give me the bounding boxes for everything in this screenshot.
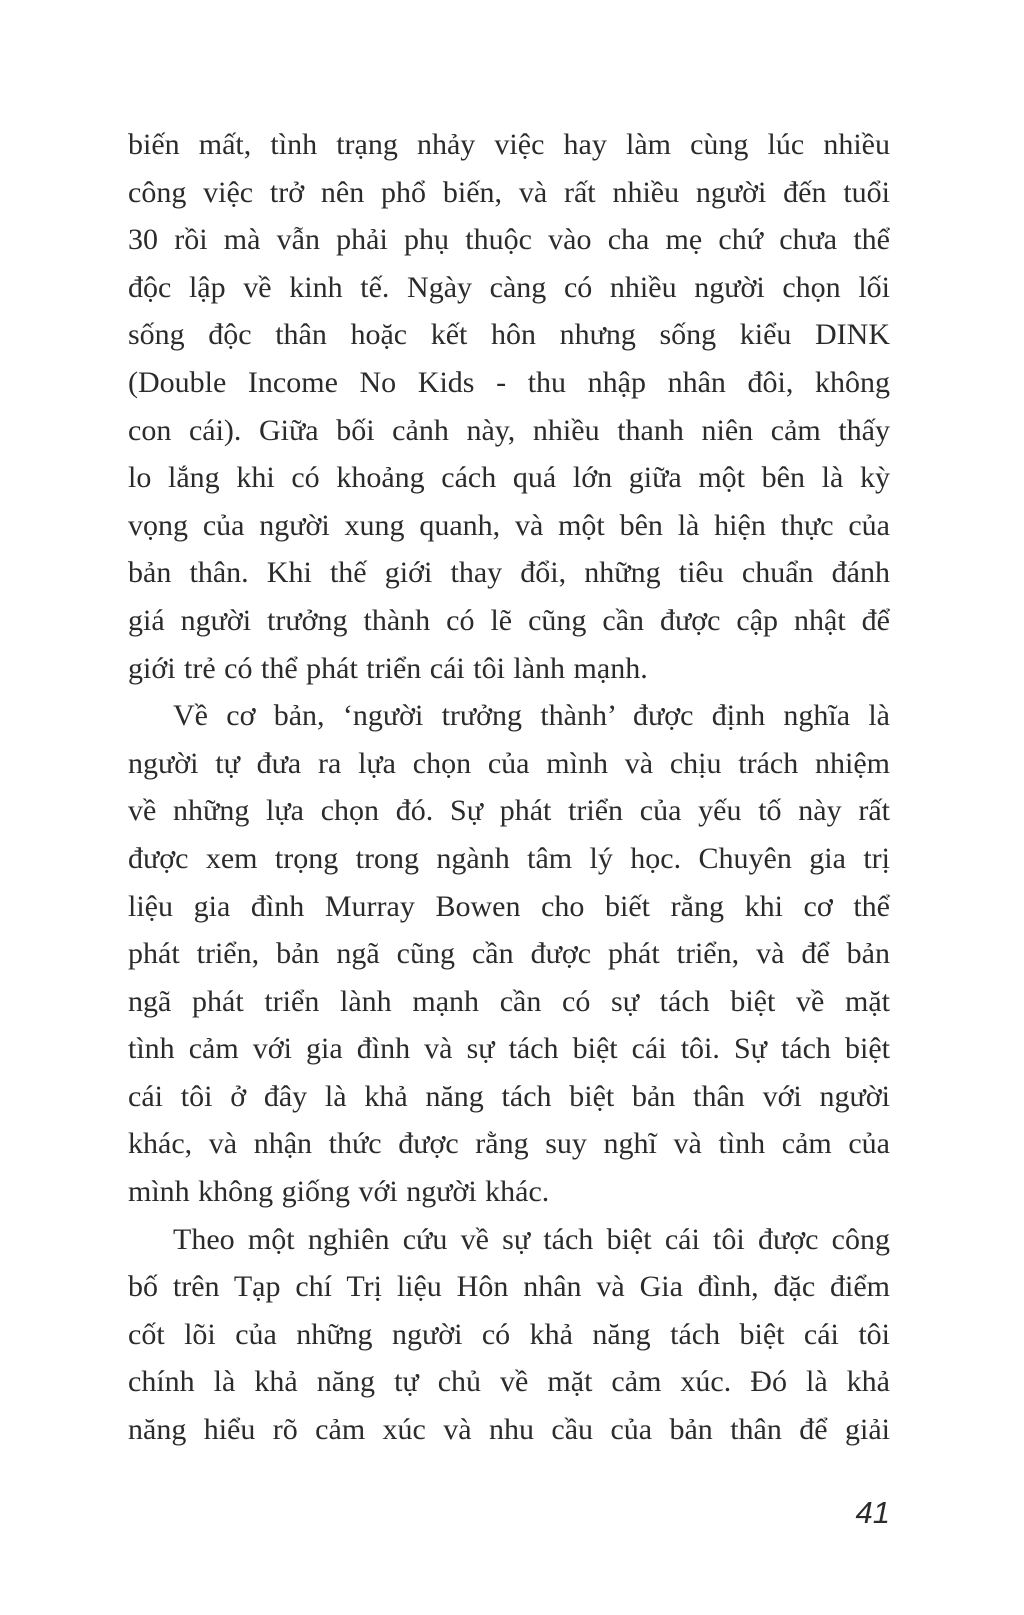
- text-line: mình không giống với người khác.: [128, 1175, 550, 1209]
- text-line: con cái). Giữa bối cảnh này, nhiều thanh niên cảm thấy: [128, 413, 890, 447]
- text-line: bố trên Tạp chí Trị liệu Hôn nhân và Gia đình, đặc điểm: [128, 1270, 890, 1304]
- text-line: giá người trưởng thành có lẽ cũng cần được cập nhật để: [128, 603, 890, 637]
- text-line: được xem trọng trong ngành tâm lý học. Chuyên gia trị: [128, 841, 890, 875]
- text-line: vọng của người xung quanh, và một bên là hiện thực của: [128, 508, 890, 542]
- text-line: Về cơ bản, ‘người trưởng thành’ được định nghĩa là: [173, 699, 890, 733]
- text-line: biến mất, tình trạng nhảy việc hay làm cùng lúc nhiều: [128, 128, 890, 161]
- text-line: về những lựa chọn đó. Sự phát triển của yếu tố này rất: [128, 794, 890, 828]
- text-line: Theo một nghiên cứu về sự tách biệt cái tôi được công: [173, 1222, 890, 1256]
- text-line: cái tôi ở đây là khả năng tách biệt bản thân với người: [128, 1079, 890, 1113]
- text-line: khác, và nhận thức được rằng suy nghĩ và tình cảm của: [128, 1127, 890, 1161]
- text-line: người tự đưa ra lựa chọn của mình và chịu trách nhiệm: [128, 746, 890, 780]
- page-text: [128, 121, 890, 1454]
- text-line: tình cảm với gia đình và sự tách biệt cái tôi. Sự tách biệt: [128, 1032, 890, 1066]
- text-line: độc lập về kinh tế. Ngày càng có nhiều người chọn lối: [128, 270, 890, 304]
- paragraph: [128, 692, 890, 1216]
- text-line: phát triển, bản ngã cũng cần được phát triển, và để bản: [128, 937, 890, 971]
- text-line: (Double Income No Kids - thu nhập nhân đôi, không: [128, 365, 890, 399]
- text-line: giới trẻ có thể phát triển cái tôi lành mạnh.: [128, 651, 648, 685]
- text-line: sống độc thân hoặc kết hôn nhưng sống kiểu DINK: [128, 318, 890, 352]
- page-number: 41: [855, 1495, 890, 1530]
- text-line: liệu gia đình Murray Bowen cho biết rằng khi cơ thể: [128, 889, 890, 923]
- text-line: công việc trở nên phổ biến, và rất nhiều người đến tuổi: [128, 175, 890, 209]
- paragraph: [128, 1216, 890, 1454]
- text-line: bản thân. Khi thế giới thay đổi, những tiêu chuẩn đánh: [128, 556, 890, 590]
- text-line: cốt lõi của những người có khả năng tách biệt cái tôi: [128, 1317, 890, 1351]
- text-line: ngã phát triển lành mạnh cần có sự tách biệt về mặt: [128, 984, 890, 1018]
- text-line: 30 rồi mà vẫn phải phụ thuộc vào cha mẹ chứ chưa thể: [128, 223, 890, 257]
- text-line: năng hiểu rõ cảm xúc và nhu cầu của bản thân để giải: [128, 1413, 890, 1447]
- text-line: lo lắng khi có khoảng cách quá lớn giữa một bên là kỳ: [128, 461, 890, 495]
- paragraph: [128, 121, 890, 692]
- text-line: chính là khả năng tự chủ về mặt cảm xúc. Đó là khả: [128, 1365, 890, 1399]
